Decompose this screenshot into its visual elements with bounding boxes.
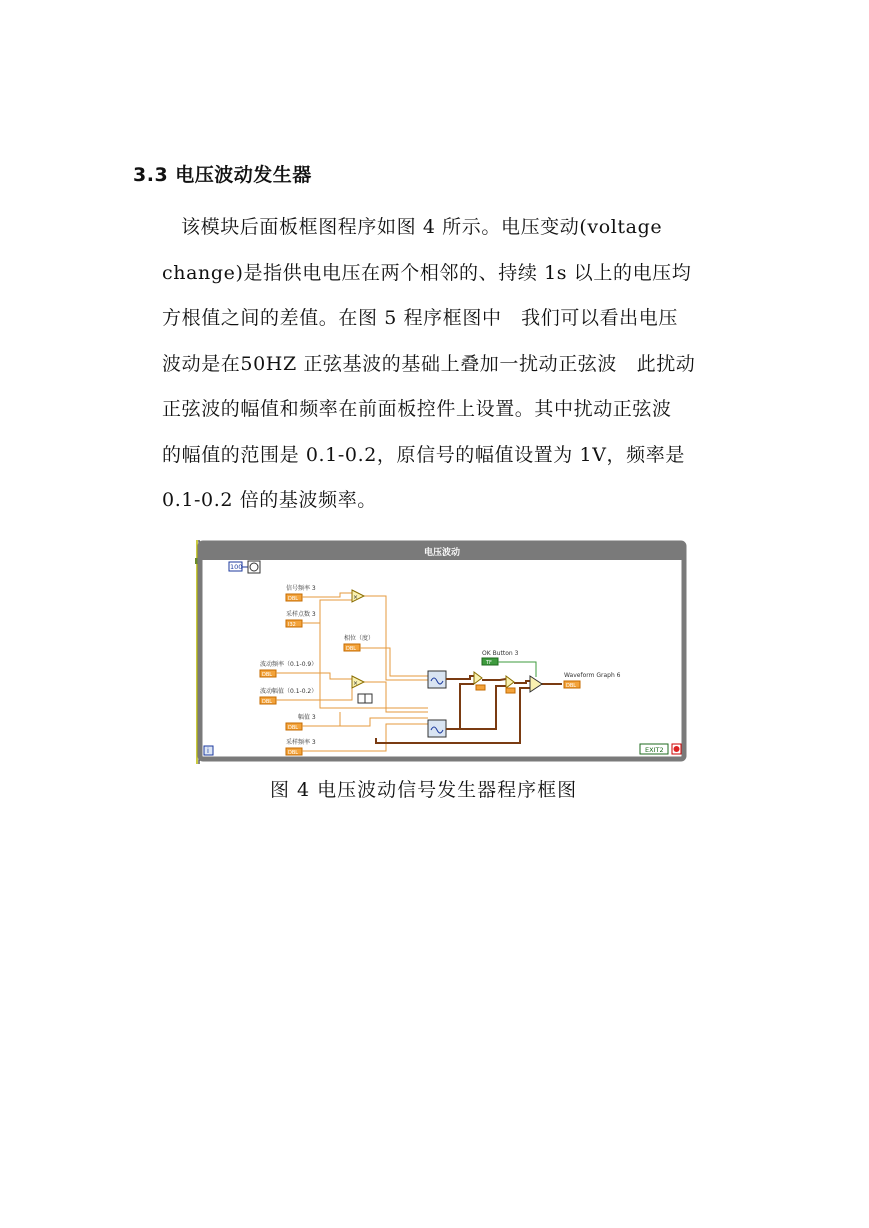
select-node: [530, 676, 542, 692]
graph-label: Waveform Graph 6: [564, 672, 621, 679]
add-node: [506, 676, 514, 688]
index-const: [506, 688, 515, 693]
controls-group: [260, 584, 374, 756]
control-label: 相位（度）: [344, 635, 375, 642]
terminal-type: DBL: [346, 646, 357, 652]
paragraph-line: 波动是在50HZ 正弦基波的基础上叠加一扰动正弦波 此扰动: [162, 352, 696, 375]
sine-waveform-vi: [428, 671, 446, 688]
control-label: 波动频率（0.1-0.9）: [260, 661, 318, 668]
add-node: [474, 672, 482, 684]
paragraph-line: 的幅值的范围是 0.1-0.2，原信号的幅值设置为 1V，频率是: [162, 443, 685, 466]
exit-button-label: EXIT2: [645, 746, 664, 754]
graph-type: DBL: [566, 683, 577, 689]
svg-text:×: ×: [353, 680, 359, 687]
ok-button-label: OK Button 3: [482, 650, 519, 657]
control-label: 采样频率 3: [286, 739, 316, 746]
control-label: 采样点数 3: [286, 611, 316, 618]
terminal-type: I32: [288, 622, 296, 628]
paragraph-line: 正弦波的幅值和频率在前面板控件上设置。其中扰动正弦波: [162, 398, 672, 420]
terminal-type: DBL: [262, 699, 273, 705]
sine-waveform-vi: [428, 720, 446, 737]
multiply-node: [352, 676, 364, 688]
terminal-type: DBL: [288, 750, 299, 756]
terminal-type: DBL: [262, 672, 273, 678]
control-label: 幅值 3: [298, 714, 316, 721]
paragraph-line: 0.1-0.2 倍的基波频率。: [162, 489, 377, 511]
ok-button-type: TF: [486, 660, 492, 666]
svg-text:×: ×: [353, 594, 359, 601]
terminal-type: DBL: [288, 725, 299, 731]
block-diagram-figure: [190, 538, 690, 768]
index-const: [476, 685, 485, 690]
section-heading: 3.3 电压波动发生器: [133, 164, 312, 186]
paragraph-line: change)是指供电电压在两个相邻的、持续 1s 以上的电压均: [162, 261, 692, 284]
body-paragraph: [162, 205, 740, 524]
figure-caption: 图 4 电压波动信号发生器程序框图: [270, 779, 578, 801]
control-label: 波动幅值（0.1-0.2）: [260, 688, 318, 695]
loop-iteration-label: i: [207, 747, 209, 755]
bool-wire: [498, 662, 536, 677]
loop-title: 电压波动: [423, 548, 461, 558]
wait-constant-value: 100: [230, 563, 243, 571]
paragraph-line: 该模块后面板框图程序如图 4 所示。电压变动(voltage: [181, 216, 663, 238]
terminal-type: DBL: [288, 596, 299, 602]
control-label: 信号频率 3: [286, 585, 316, 592]
paragraph-line: 方根值之间的差值。在图 5 程序框图中 我们可以看出电压: [162, 307, 678, 329]
multiply-node: [352, 590, 364, 602]
